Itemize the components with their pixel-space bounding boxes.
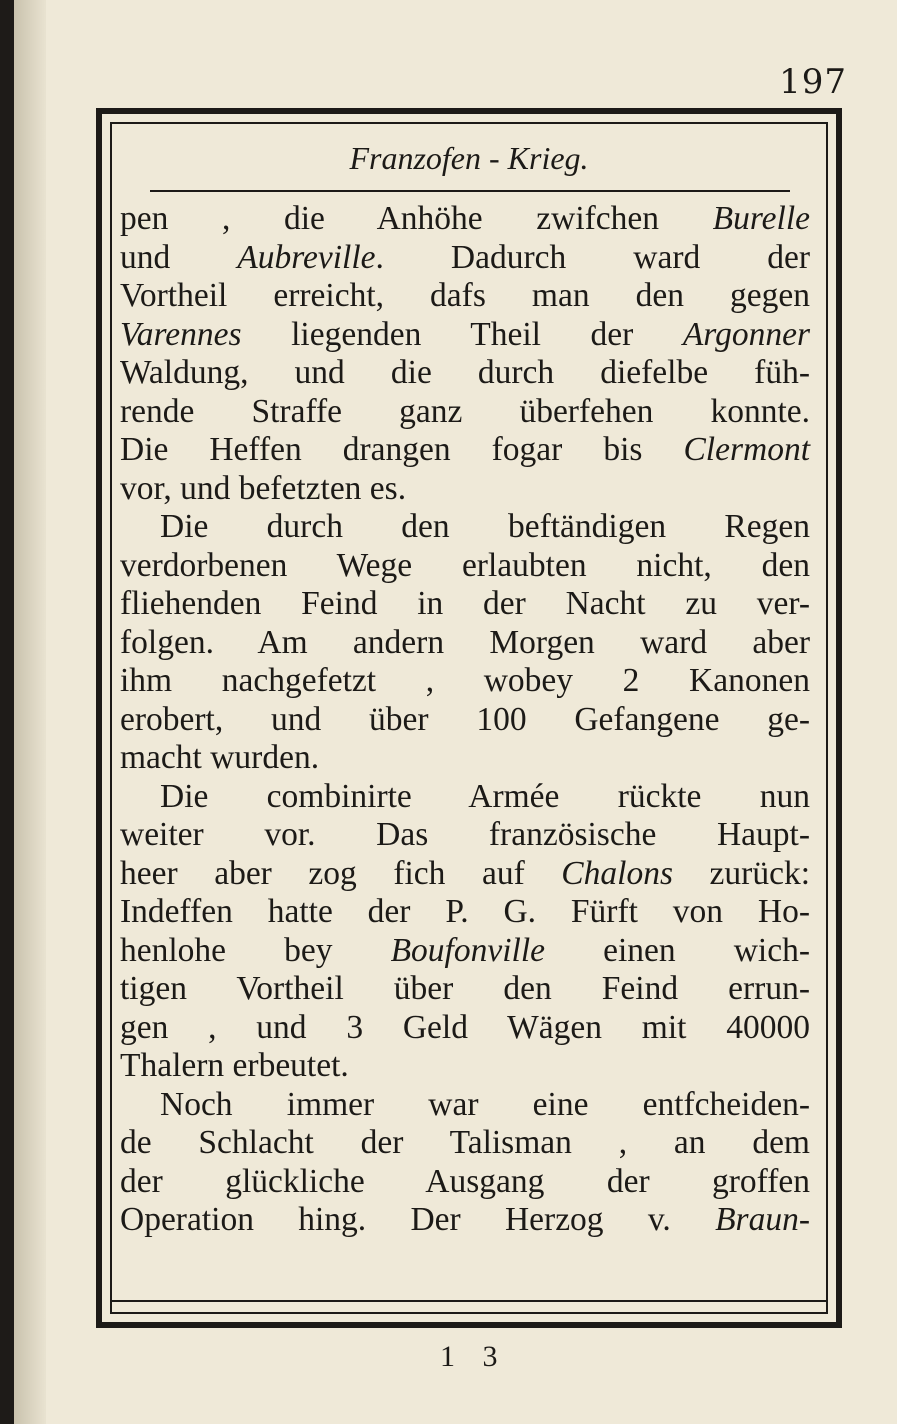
text-line — [120, 932, 810, 971]
text-line — [120, 585, 810, 624]
text-line — [120, 200, 810, 239]
text-segment: einen wich- — [545, 931, 810, 969]
bottom-rule — [110, 1300, 828, 1302]
text-line — [120, 624, 810, 663]
text-line — [120, 855, 810, 894]
text-line — [120, 431, 810, 470]
page-gutter — [14, 0, 46, 1424]
text-line — [120, 816, 810, 855]
text-line — [120, 239, 810, 278]
text-segment: verdorbenen Wege erlaubten nicht, den — [120, 546, 810, 584]
page-number: 197 — [779, 62, 847, 102]
text-segment: gen , und 3 Geld Wägen mit 40000 — [120, 1008, 810, 1046]
italic-segment: Braun- — [715, 1201, 810, 1238]
text-segment: henlohe bey — [120, 931, 391, 969]
text-line — [120, 1163, 810, 1202]
text-line — [120, 1009, 810, 1048]
text-segment: erobert, und über 100 Gefangene ge- — [120, 700, 810, 738]
text-segment: Die durch den beftändigen Regen — [160, 508, 810, 545]
text-segment: Die Heffen drangen fogar bis — [120, 431, 684, 468]
text-segment: Waldung, und die durch diefelbe füh- — [120, 354, 810, 391]
text-segment: rende Straffe ganz überfehen konnte. — [120, 392, 810, 430]
text-segment: Thalern erbeutet. — [120, 1047, 349, 1084]
text-line — [120, 893, 810, 932]
text-line — [120, 1201, 810, 1240]
italic-segment: Argonner — [682, 315, 810, 353]
text-segment: . Dadurch ward der — [375, 238, 810, 276]
text-segment: de Schlacht der Talisman , an dem — [120, 1124, 810, 1161]
text-segment: Indeffen hatte der P. G. Fürft von Ho- — [120, 893, 810, 930]
text-line — [120, 701, 810, 740]
italic-segment: Aubreville — [237, 238, 376, 276]
text-segment: folgen. Am andern Morgen ward aber — [120, 623, 810, 661]
text-segment: pen , die Anhöhe zwifchen — [120, 200, 713, 237]
text-segment: fliehenden Feind in der Nacht zu ver- — [120, 585, 810, 622]
text-line — [120, 970, 810, 1009]
text-segment: vor, und befetzten es. — [120, 469, 407, 507]
text-segment: macht wurden. — [120, 739, 320, 776]
body-text — [120, 200, 810, 1240]
text-line — [120, 547, 810, 586]
text-line — [120, 1047, 810, 1086]
italic-segment: Burelle — [712, 200, 810, 237]
text-line — [120, 662, 810, 701]
text-segment: zurück: — [673, 854, 811, 892]
text-segment: Vortheil erreicht, dafs man den gegen — [120, 277, 810, 314]
text-line — [120, 508, 810, 547]
text-line — [120, 316, 810, 355]
text-line — [120, 1086, 810, 1125]
text-line — [120, 739, 810, 778]
printer-signature: 1 3 — [440, 1340, 508, 1373]
text-segment: ihm nachgefetzt , wobey 2 Kanonen — [120, 662, 810, 699]
header-rule — [150, 190, 790, 192]
running-head: Franzofen - Krieg. — [349, 140, 589, 176]
text-line — [120, 778, 810, 817]
text-segment: Noch immer war eine entfcheiden- — [160, 1085, 810, 1123]
text-segment: und — [120, 238, 238, 276]
italic-segment: Clermont — [683, 431, 810, 468]
text-line — [120, 1124, 810, 1163]
text-segment: Operation hing. Der Herzog v. — [120, 1201, 716, 1238]
text-segment: heer aber zog fich auf — [120, 854, 562, 892]
italic-segment: Chalons — [561, 854, 673, 892]
text-segment: Die combinirte Armée rückte nun — [160, 777, 810, 815]
text-line — [120, 354, 810, 393]
text-segment: tigen Vortheil über den Feind errun- — [120, 970, 810, 1007]
italic-segment: Varennes — [120, 315, 242, 353]
italic-segment: Boufonville — [390, 931, 546, 969]
text-segment: liegenden Theil der — [241, 315, 683, 353]
text-segment: der glückliche Ausgang der groffen — [120, 1162, 810, 1200]
text-segment: weiter vor. Das französische Haupt- — [120, 816, 810, 853]
text-line — [120, 470, 810, 509]
text-line — [120, 277, 810, 316]
text-line — [120, 393, 810, 432]
book-binding-edge — [0, 0, 14, 1424]
